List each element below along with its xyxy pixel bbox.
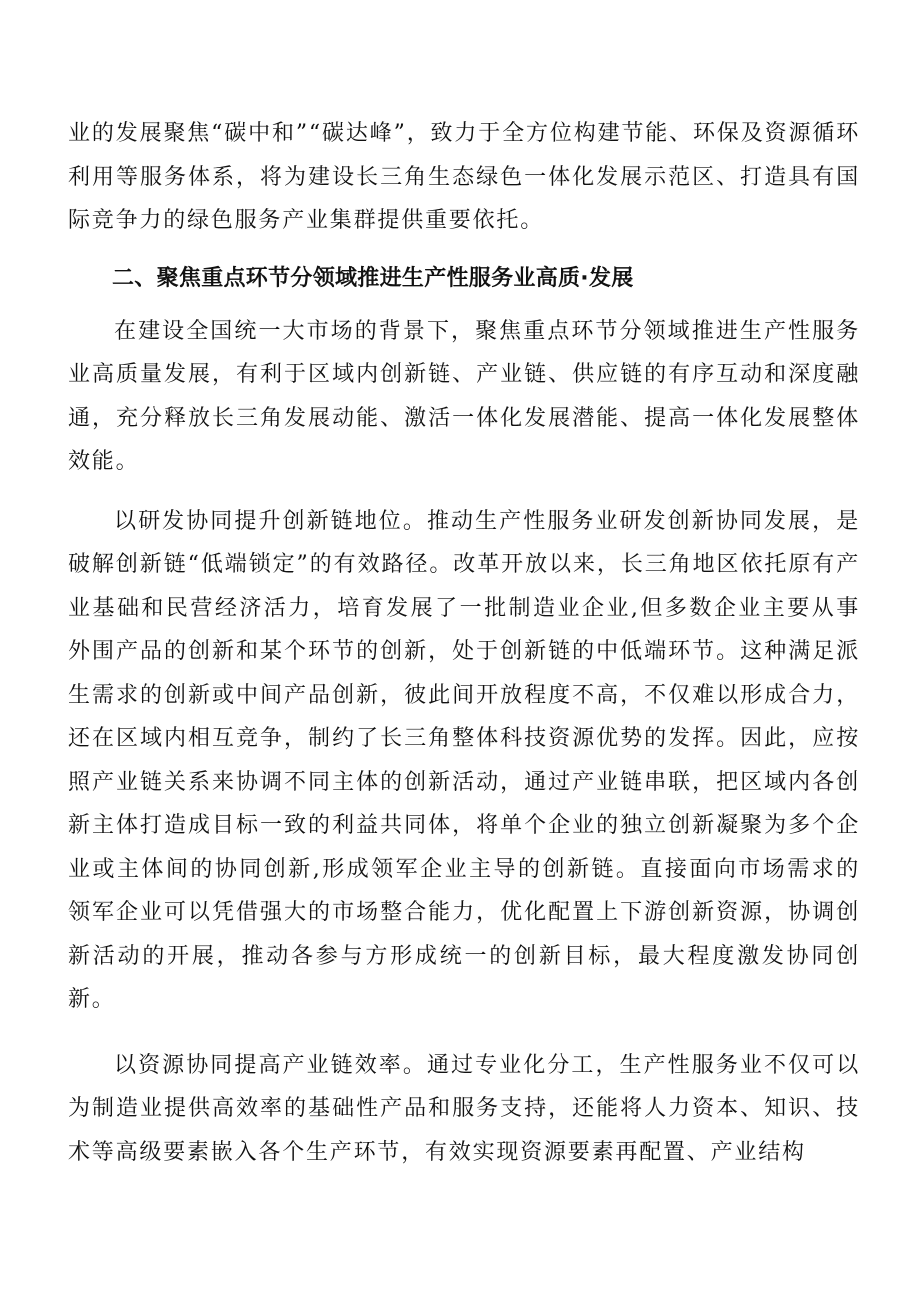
paragraph-innovation: 以研发协同提升创新链地位。推动生产性服务业研发创新协同发展，是破解创新链“低端锁定”的有效路径。改革开放以来，长三角地区依托原有产业基础和民营经济活力，培育发展了一批制造业企业,但多数企业主要从事外围产品的创新和某个环节的创新，处于创新链的中低端环节。这种满足派生需求的创新或中间产品创新，彼此间开放程度不高，不仅难以形成合力，还在区域内相互竞争，制约了长三角整体科技资源优势的发挥。因此，应按照产业链关系来协调不同主体的创新活动，通过产业链串联，把区域内各创新主体打造成目标一致的利益共同体，将单个企业的独立创新凝聚为多个企业或主体间的协同创新,形成领军企业主导的创新链。直接面向市场需求的领军企业可以凭借强大的市场整合能力，优化配置上下游创新资源，协调创新活动的开展，推动各参与方形成统一的创新目标，最大程度激发协同创新。 xyxy=(68,508,860,1012)
paragraph-intro: 业的发展聚焦“碳中和”“碳达峰”，致力于全方位构建节能、环保及资源循环利用等服务体系，将为建设长三角生态绿色一体化发展示范区、打造具有国际竞争力的绿色服务产业集群提供重要依托。 xyxy=(68,121,860,233)
section-heading: 二、聚焦重点环节分领域推进生产性服务业高质·发展 xyxy=(112,265,634,291)
paragraph-context: 在建设全国统一大市场的背景下，聚焦重点环节分领域推进生产性服务业高质量发展，有利于区域内创新链、产业链、供应链的有序互动和深度融通，充分释放长三角发展动能、激活一体化发展潜能、提高一体化发展整体效能。 xyxy=(68,318,860,474)
paragraph-resources: 以资源协同提高产业链效率。通过专业化分工，生产性服务业不仅可以为制造业提供高效率的基础性产品和服务支持，还能将人力资本、知识、技术等高级要素嵌入各个生产环节，有效实现资源要素再配置、产业结构 xyxy=(68,1052,860,1165)
